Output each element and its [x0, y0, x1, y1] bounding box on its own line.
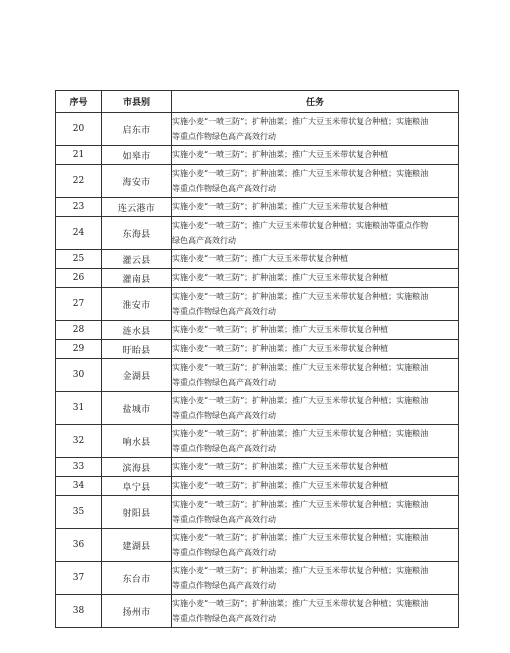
- cell-county: 滨海县: [102, 458, 172, 477]
- task-line: 等重点作物绿色高产高效行动: [172, 411, 276, 420]
- cell-serial-number: 30: [56, 359, 102, 392]
- table-row: [56, 529, 459, 562]
- cell-serial-number: 23: [56, 198, 102, 217]
- task-line: 绿色高产高效行动: [172, 236, 236, 245]
- cell-serial-number: 36: [56, 529, 102, 562]
- table-row: [56, 198, 459, 217]
- cell-task: [172, 458, 459, 477]
- cell-task: [172, 113, 459, 146]
- cell-county: 涟水县: [102, 321, 172, 340]
- cell-serial-number: 26: [56, 269, 102, 288]
- cell-serial-number: 38: [56, 595, 102, 628]
- task-line: 实施小麦“一喷三防”；扩种油菜；推广大豆玉米带状复合种植；实施粮油: [172, 565, 429, 575]
- task-line: 实施小麦“一喷三防”；扩种油菜；推广大豆玉米带状复合种植；实施粮油: [172, 291, 429, 301]
- cell-county: 灌南县: [102, 269, 172, 288]
- cell-serial-number: 21: [56, 146, 102, 165]
- cell-task: [172, 392, 459, 425]
- cell-task: [172, 288, 459, 321]
- table-row: [56, 595, 459, 628]
- cell-county: 建湖县: [102, 529, 172, 562]
- cell-serial-number: 28: [56, 321, 102, 340]
- task-line: 实施小麦“一喷三防”；扩种油菜；推广大豆玉米带状复合种植: [172, 202, 389, 212]
- cell-county: 金湖县: [102, 359, 172, 392]
- task-line: 实施小麦“一喷三防”；扩种油菜；推广大豆玉米带状复合种植: [172, 150, 389, 160]
- cell-county: 东海县: [102, 217, 172, 250]
- cell-task: [172, 562, 459, 595]
- task-line: 实施小麦“一喷三防”；扩种油菜；推广大豆玉米带状复合种植；实施粮油: [172, 395, 429, 405]
- cell-task: [172, 529, 459, 562]
- cell-serial-number: 22: [56, 165, 102, 198]
- table-row: [56, 321, 459, 340]
- table-row: [56, 359, 459, 392]
- task-line: 实施小麦“一喷三防”；扩种油菜；推广大豆玉米带状复合种植；实施粮油: [172, 428, 429, 438]
- table-row: [56, 113, 459, 146]
- cell-county: 响水县: [102, 425, 172, 458]
- cell-task: [172, 217, 459, 250]
- cell-county: 盐城市: [102, 392, 172, 425]
- task-line: 实施小麦“一喷三防”；扩种油菜；推广大豆玉米带状复合种植；实施粮油: [172, 168, 429, 178]
- cell-task: [172, 359, 459, 392]
- header-county: 市县别: [102, 91, 172, 113]
- task-table: [55, 90, 459, 628]
- cell-task: [172, 250, 459, 269]
- task-line: 实施小麦“一喷三防”；扩种油菜；推广大豆玉米带状复合种植: [172, 481, 389, 491]
- task-line: 实施小麦“一喷三防”；推广大豆玉米带状复合种植: [172, 254, 349, 264]
- task-line: 等重点作物绿色高产高效行动: [172, 184, 276, 193]
- table-row: [56, 392, 459, 425]
- table-header-row: [56, 91, 459, 113]
- cell-county: 东台市: [102, 562, 172, 595]
- table-row: [56, 458, 459, 477]
- cell-serial-number: 33: [56, 458, 102, 477]
- cell-county: 启东市: [102, 113, 172, 146]
- cell-task: [172, 321, 459, 340]
- task-line: 实施小麦“一喷三防”；推广大豆玉米带状复合种植；实施粮油等重点作物: [172, 220, 429, 230]
- cell-county: 阜宁县: [102, 477, 172, 496]
- table-row: [56, 217, 459, 250]
- task-line: 等重点作物绿色高产高效行动: [172, 132, 276, 141]
- table-row: [56, 288, 459, 321]
- table-row: [56, 250, 459, 269]
- header-task: 任务: [172, 91, 459, 113]
- cell-serial-number: 25: [56, 250, 102, 269]
- cell-task: [172, 595, 459, 628]
- cell-county: 如皋市: [102, 146, 172, 165]
- cell-serial-number: 37: [56, 562, 102, 595]
- cell-task: [172, 269, 459, 288]
- cell-county: 射阳县: [102, 496, 172, 529]
- task-line: 实施小麦“一喷三防”；扩种油菜；推广大豆玉米带状复合种植；实施粮油: [172, 499, 429, 509]
- task-line: 等重点作物绿色高产高效行动: [172, 378, 276, 387]
- cell-county: 连云港市: [102, 198, 172, 217]
- cell-task: [172, 340, 459, 359]
- task-line: 等重点作物绿色高产高效行动: [172, 444, 276, 453]
- cell-serial-number: 32: [56, 425, 102, 458]
- table-row: [56, 269, 459, 288]
- task-line: 等重点作物绿色高产高效行动: [172, 515, 276, 524]
- cell-task: [172, 477, 459, 496]
- cell-county: 淮安市: [102, 288, 172, 321]
- table-row: [56, 562, 459, 595]
- task-line: 实施小麦“一喷三防”；扩种油菜；推广大豆玉米带状复合种植；实施粮油: [172, 362, 429, 372]
- cell-county: 灌云县: [102, 250, 172, 269]
- cell-task: [172, 198, 459, 217]
- cell-serial-number: 24: [56, 217, 102, 250]
- cell-county: 海安市: [102, 165, 172, 198]
- cell-serial-number: 34: [56, 477, 102, 496]
- table-row: [56, 146, 459, 165]
- task-line: 实施小麦“一喷三防”；扩种油菜；推广大豆玉米带状复合种植: [172, 462, 389, 472]
- cell-serial-number: 27: [56, 288, 102, 321]
- task-line: 实施小麦“一喷三防”；扩种油菜；推广大豆玉米带状复合种植；实施粮油: [172, 532, 429, 542]
- task-line: 等重点作物绿色高产高效行动: [172, 614, 276, 623]
- task-line: 实施小麦“一喷三防”；扩种油菜；推广大豆玉米带状复合种植；实施粮油: [172, 116, 429, 126]
- cell-task: [172, 165, 459, 198]
- header-serial-number: 序号: [56, 91, 102, 113]
- table-row: [56, 165, 459, 198]
- cell-county: 盱眙县: [102, 340, 172, 359]
- cell-serial-number: 35: [56, 496, 102, 529]
- task-line: 等重点作物绿色高产高效行动: [172, 307, 276, 316]
- cell-task: [172, 496, 459, 529]
- table-row: [56, 477, 459, 496]
- task-line: 实施小麦“一喷三防”；扩种油菜；推广大豆玉米带状复合种植: [172, 273, 389, 283]
- cell-task: [172, 425, 459, 458]
- cell-task: [172, 146, 459, 165]
- task-line: 等重点作物绿色高产高效行动: [172, 581, 276, 590]
- cell-serial-number: 29: [56, 340, 102, 359]
- task-line: 等重点作物绿色高产高效行动: [172, 548, 276, 557]
- task-line: 实施小麦“一喷三防”；扩种油菜；推广大豆玉米带状复合种植: [172, 325, 389, 335]
- task-line: 实施小麦“一喷三防”；扩种油菜；推广大豆玉米带状复合种植: [172, 344, 389, 354]
- table-row: [56, 425, 459, 458]
- table-row: [56, 340, 459, 359]
- cell-county: 扬州市: [102, 595, 172, 628]
- task-line: 实施小麦“一喷三防”；扩种油菜；推广大豆玉米带状复合种植；实施粮油: [172, 598, 429, 608]
- table-row: [56, 496, 459, 529]
- cell-serial-number: 31: [56, 392, 102, 425]
- cell-serial-number: 20: [56, 113, 102, 146]
